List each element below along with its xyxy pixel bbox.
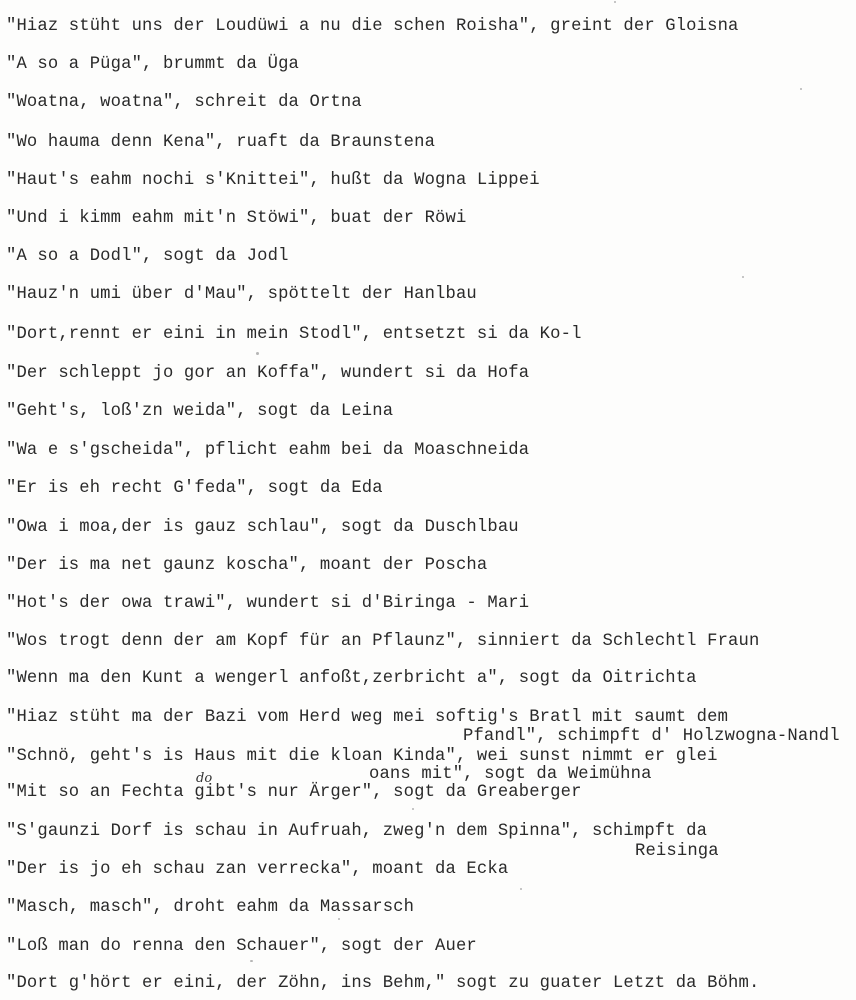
scan-speck xyxy=(800,88,802,90)
verse-line-22: "S'gaunzi Dorf is schau in Aufruah, zweg'n dem Spinna", schimpft da xyxy=(6,822,708,841)
scan-speck xyxy=(614,1,616,3)
verse-line-25: "Loß man do renna den Schauer", sogt der Auer xyxy=(6,937,477,956)
verse-line-12: "Wa e s'gscheida", pflicht eahm bei da Moaschneida xyxy=(6,441,530,460)
scan-speck xyxy=(520,888,522,890)
verse-line-6: "Und i kimm eahm mit'n Stöwi", buat der Röwi xyxy=(6,209,467,228)
verse-line-18: "Wenn ma den Kunt a wengerl anfoßt,zerbricht a", sogt da Oitrichta xyxy=(6,669,697,688)
verse-line-17: "Wos trogt denn der am Kopf für an Pflaunz", sinniert da Schlechtl Fraun xyxy=(6,632,760,651)
scan-speck xyxy=(412,808,414,810)
verse-line-21: "Mit so an Fechta gibt's nur Ärger", sogt da Greaberger xyxy=(6,783,582,802)
handwritten-correction: do xyxy=(196,771,213,786)
verse-line-20: "Schnö, geht's is Haus mit die kloan Kinda", wei sunst nimmt er glei xyxy=(6,747,718,766)
verse-line-16: "Hot's der owa trawi", wundert si d'Biringa - Mari xyxy=(6,594,530,613)
scan-speck xyxy=(250,960,253,962)
verse-line-5: "Haut's eahm nochi s'Knittei", hußt da Wogna Lippei xyxy=(6,171,540,190)
verse-line-14: "Owa i moa,der is gauz schlau", sogt da Duschlbau xyxy=(6,518,519,537)
verse-line-7: "A so a Dodl", sogt da Jodl xyxy=(6,247,289,266)
verse-line-2: "A so a Püga", brummt da Üga xyxy=(6,55,299,74)
verse-line-24: "Masch, masch", droht eahm da Massarsch xyxy=(6,898,415,917)
verse-line-19: "Hiaz stüht ma der Bazi vom Herd weg mei softig's Bratl mit saumt dem xyxy=(6,708,729,727)
scan-speck xyxy=(742,276,744,278)
verse-line-11: "Geht's, loß'zn weida", sogt da Leina xyxy=(6,402,394,421)
scan-speck xyxy=(256,352,259,355)
verse-line-9: "Dort,rennt er eini in mein Stodl", entsetzt si da Ko-l xyxy=(6,325,582,344)
verse-line-10: "Der schleppt jo gor an Koffa", wundert si da Hofa xyxy=(6,364,530,383)
verse-line-19-continuation: Pfandl", schimpft d' Holzwogna-Nandl xyxy=(463,727,840,746)
verse-line-3: "Woatna, woatna", schreit da Ortna xyxy=(6,93,362,112)
verse-line-4: "Wo hauma denn Kena", ruaft da Braunstena xyxy=(6,133,436,152)
verse-line-1: "Hiaz stüht uns der Loudüwi a nu die schen Roisha", greint der Gloisna xyxy=(6,17,739,36)
verse-line-15: "Der is ma net gaunz koscha", moant der Poscha xyxy=(6,556,488,575)
scan-speck xyxy=(338,918,340,920)
verse-line-13: "Er is eh recht G'feda", sogt da Eda xyxy=(6,479,383,498)
verse-line-22-continuation: Reisinga xyxy=(635,842,719,861)
verse-line-20-continuation: oans mit", sogt da Weimühna xyxy=(369,765,652,784)
verse-line-8: "Hauz'n umi über d'Mau", spöttelt der Hanlbau xyxy=(6,285,477,304)
verse-line-23: "Der is jo eh schau zan verrecka", moant da Ecka xyxy=(6,860,509,879)
verse-line-26: "Dort g'hört er eini, der Zöhn, ins Behm," sogt zu guater Letzt da Böhm. xyxy=(6,974,760,993)
